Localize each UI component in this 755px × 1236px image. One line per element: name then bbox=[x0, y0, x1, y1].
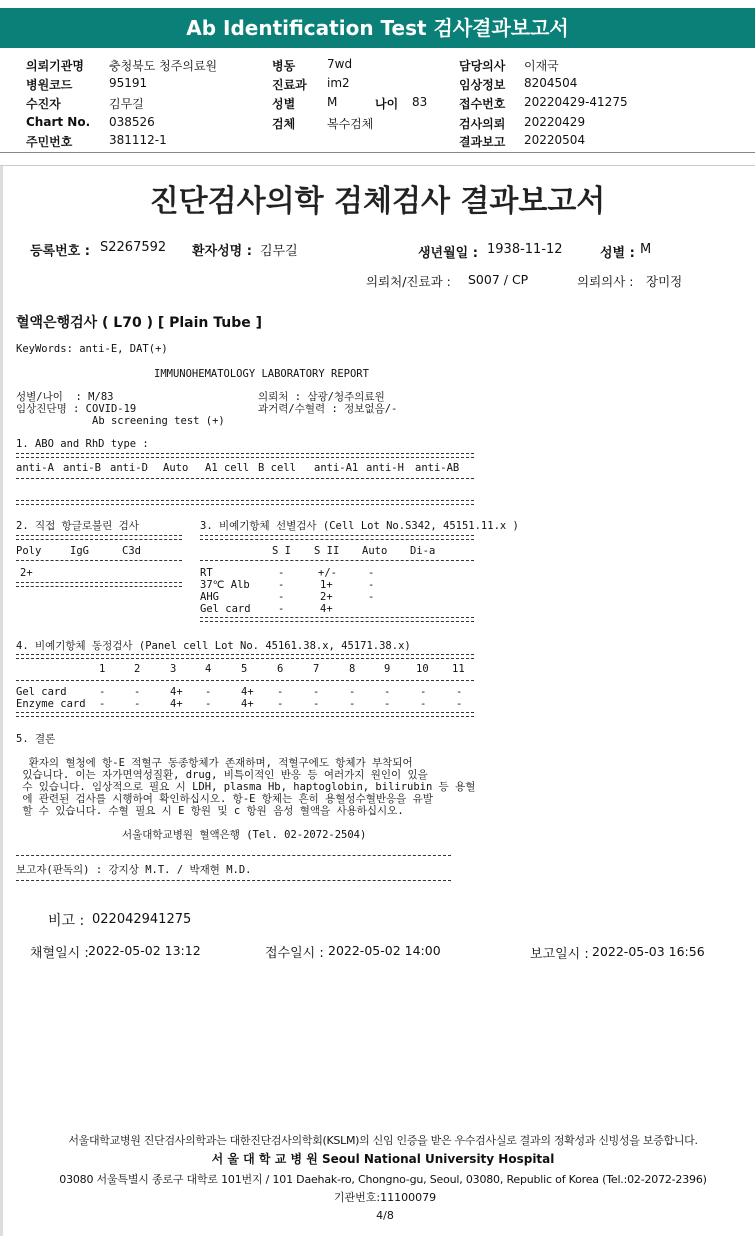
value-hospital-code: 95191 bbox=[109, 76, 148, 90]
diagnosis-2: Ab screening test (+) bbox=[92, 415, 225, 427]
screening-cell: - bbox=[368, 567, 375, 579]
label-specimen: 검체 bbox=[272, 117, 296, 131]
rule bbox=[16, 582, 182, 587]
screening-row-name: RT bbox=[200, 567, 213, 579]
conclusion-line: 에 관련된 검사를 시행하여 확인하십시오. 항-E 항체는 흔히 용혈성수혈반응을 유발 bbox=[16, 793, 433, 805]
screening-row-name: 37℃ Alb bbox=[200, 579, 250, 591]
screening-header: Di-a bbox=[410, 545, 436, 557]
label-clinical-info: 임상정보 bbox=[459, 78, 506, 92]
panel-col-header: 5 bbox=[241, 663, 248, 675]
abo-header: anti-H bbox=[366, 462, 404, 474]
screening-row-name: Gel card bbox=[200, 603, 251, 615]
screening-cell: - bbox=[278, 579, 285, 591]
screening-cell: - bbox=[368, 579, 375, 591]
abo-header: B cell bbox=[258, 462, 296, 474]
report-banner: Ab Identification Test 검사결과보고서 bbox=[0, 8, 755, 48]
value-ordering-doctor: 장미정 bbox=[646, 274, 683, 289]
section-screening-title: 3. 비예기항체 선별검사 (Cell Lot No.S342, 45151.11.x ) bbox=[200, 520, 519, 532]
label-result-report: 결과보고 bbox=[459, 135, 506, 149]
value-chart-no: 038526 bbox=[109, 115, 155, 129]
label-institution: 의뢰기관명 bbox=[26, 59, 84, 73]
divider bbox=[0, 165, 755, 166]
panel-cell: - bbox=[384, 698, 391, 710]
keywords: KeyWords: anti-E, DAT(+) bbox=[16, 343, 168, 355]
value-report-time: 2022-05-03 16:56 bbox=[592, 944, 705, 959]
value-reg-no: S2267592 bbox=[100, 240, 167, 255]
panel-col-header: 11 bbox=[452, 663, 465, 675]
screening-row-name: AHG bbox=[200, 591, 219, 603]
panel-cell: - bbox=[134, 686, 141, 698]
panel-cell: - bbox=[384, 686, 391, 698]
screening-cell: 4+ bbox=[320, 603, 333, 615]
conclusion-line: 수 있습니다. 임상적으로 필요 시 LDH, plasma Hb, haptoglobin, bilirubin 등 용혈 bbox=[16, 781, 476, 793]
label-report-time: 보고일시 : bbox=[530, 947, 589, 962]
screening-header: Auto bbox=[362, 545, 388, 557]
conclusion-line: 환자의 혈청에 항-E 적혈구 동종항체가 존재하며, 적혈구에도 항체가 부착되어 bbox=[16, 757, 413, 769]
value-institution: 충청북도 청주의료원 bbox=[109, 59, 218, 73]
label-patient-name: 환자성명 : bbox=[192, 244, 252, 259]
screening-cell: 2+ bbox=[320, 591, 333, 603]
panel-cell: 4+ bbox=[241, 698, 254, 710]
panel-cell: - bbox=[456, 686, 463, 698]
rule bbox=[16, 712, 474, 717]
abo-header: anti-A bbox=[16, 462, 54, 474]
abo-header: anti-AB bbox=[415, 462, 460, 474]
panel-col-header: 2 bbox=[134, 663, 141, 675]
panel-cell: - bbox=[99, 686, 106, 698]
rule bbox=[16, 453, 474, 458]
screening-cell: 1+ bbox=[320, 579, 333, 591]
panel-cell: 4+ bbox=[170, 686, 183, 698]
value-department: im2 bbox=[327, 76, 350, 90]
panel-cell: - bbox=[456, 698, 463, 710]
value-test-request: 20220429 bbox=[524, 115, 586, 129]
panel-col-header: 4 bbox=[205, 663, 212, 675]
rule bbox=[16, 478, 474, 480]
value-dept-report: S007 / CP bbox=[468, 272, 529, 287]
referral: 의뢰처 : 삼광/청주의료원 bbox=[258, 391, 385, 403]
panel-cell: - bbox=[313, 698, 320, 710]
section-title: 혈액은행검사 ( L70 ) [ Plain Tube ] bbox=[16, 315, 263, 331]
label-chart-no: Chart No. bbox=[26, 115, 91, 129]
screening-cell: - bbox=[278, 567, 285, 579]
label-dept-report: 의뢰처/진료과 : bbox=[366, 274, 451, 289]
panel-cell: - bbox=[349, 698, 356, 710]
abo-header: anti-A1 bbox=[314, 462, 359, 474]
address: 03080 서울특별시 종로구 대학로 101번지 / 101 Daehak-ro, Chongno-gu, Seoul, 03080, Republic of Korea (Tel.:02-2072-2396) bbox=[59, 1173, 707, 1186]
conclusion-line: 있습니다. 이는 자가면역성질환, drug, 비특이적인 반응 등 여러가지 원인이 있을 bbox=[16, 769, 428, 781]
panel-cell: - bbox=[99, 698, 106, 710]
label-receipt-time: 접수일시 : bbox=[265, 946, 324, 961]
certification: 서울대학교병원 진단검사의학과는 대한진단검사의학회(KSLM)의 신임 인증을 받은 우수검사실로 결과의 정확성과 신빙성을 보증합니다. bbox=[68, 1134, 698, 1147]
value-sex-report: M bbox=[640, 242, 652, 257]
panel-row-name: Gel card bbox=[16, 686, 67, 698]
panel-col-header: 7 bbox=[313, 663, 320, 675]
lab-title: IMMUNOHEMATOLOGY LABORATORY REPORT bbox=[154, 368, 369, 380]
rule bbox=[16, 680, 474, 682]
label-draw-time: 채혈일시 : bbox=[30, 946, 89, 961]
rule bbox=[16, 654, 474, 659]
report-title: 진단검사의학 검체검사 결과보고서 bbox=[149, 184, 606, 219]
rule bbox=[16, 560, 182, 562]
value-draw-time: 2022-05-02 13:12 bbox=[88, 943, 201, 958]
history: 과거력/수혈력 : 정보없음/- bbox=[258, 403, 398, 415]
dat-value: 2+ bbox=[20, 567, 33, 579]
section-abo-title: 1. ABO and RhD type : bbox=[16, 438, 149, 450]
hospital-name: 서 울 대 학 교 병 원 Seoul National University Hospital bbox=[211, 1152, 555, 1166]
panel-cell: - bbox=[134, 698, 141, 710]
abo-header: anti-D bbox=[110, 462, 148, 474]
label-resident-no: 주민번호 bbox=[26, 135, 73, 149]
section-panel-title: 4. 비예기항체 동정검사 (Panel cell Lot No. 45161.38.x, 45171.38.x) bbox=[16, 640, 411, 652]
panel-cell: - bbox=[420, 698, 427, 710]
label-department: 진료과 bbox=[272, 78, 307, 92]
label-ward: 병동 bbox=[272, 59, 296, 73]
page-edge bbox=[0, 166, 3, 1236]
reporter: 보고자(판독의) : 강지상 M.T. / 박재현 M.D. bbox=[16, 864, 252, 876]
rule bbox=[16, 500, 474, 505]
label-test-request: 검사의뢰 bbox=[459, 117, 506, 131]
screening-cell: - bbox=[278, 591, 285, 603]
panel-row-name: Enzyme card bbox=[16, 698, 86, 710]
panel-cell: 4+ bbox=[170, 698, 183, 710]
section-dat-title: 2. 직접 항글로불린 검사 bbox=[16, 520, 139, 532]
panel-cell: - bbox=[277, 686, 284, 698]
value-result-report: 20220504 bbox=[524, 133, 586, 147]
value-receipt-time: 2022-05-02 14:00 bbox=[328, 943, 441, 958]
screening-cell: - bbox=[278, 603, 285, 615]
conclusion-line: 할 수 있습니다. 수혈 필요 시 E 항원 및 c 항원 음성 혈액을 사용하십시오. bbox=[16, 805, 404, 817]
blood-bank: 서울대학교병원 혈액은행 (Tel. 02-2072-2504) bbox=[122, 829, 367, 841]
label-reg-no: 등록번호 : bbox=[30, 244, 90, 259]
abo-header: anti-B bbox=[63, 462, 101, 474]
label-patient: 수진자 bbox=[26, 97, 61, 111]
section-conclusion-title: 5. 결론 bbox=[16, 733, 56, 745]
value-age: 83 bbox=[412, 95, 428, 109]
panel-col-header: 1 bbox=[99, 663, 106, 675]
panel-col-header: 3 bbox=[170, 663, 177, 675]
screening-header: S I bbox=[272, 545, 291, 557]
dat-header: IgG bbox=[70, 545, 89, 557]
rule bbox=[16, 535, 182, 540]
label-receipt-no: 접수번호 bbox=[459, 97, 506, 111]
label-dob: 생년월일 : bbox=[418, 246, 478, 261]
panel-col-header: 8 bbox=[349, 663, 356, 675]
value-note: 022042941275 bbox=[92, 912, 192, 927]
divider bbox=[0, 152, 755, 153]
panel-cell: 4+ bbox=[241, 686, 254, 698]
value-dob: 1938-11-12 bbox=[487, 242, 563, 257]
rule bbox=[16, 880, 451, 882]
institution-number: 기관번호:11100079 bbox=[333, 1191, 437, 1204]
abo-header: A1 cell bbox=[205, 462, 250, 474]
rule bbox=[16, 855, 451, 857]
panel-col-header: 9 bbox=[384, 663, 391, 675]
rule bbox=[200, 535, 474, 540]
value-patient-name: 김무길 bbox=[260, 244, 298, 259]
abo-header: Auto bbox=[163, 462, 189, 474]
value-ward: 7wd bbox=[327, 57, 353, 71]
dat-header: Poly bbox=[16, 545, 42, 557]
panel-cell: - bbox=[349, 686, 356, 698]
label-hospital-code: 병원코드 bbox=[26, 78, 73, 92]
value-clinical-info: 8204504 bbox=[524, 76, 578, 90]
screening-header: S II bbox=[314, 545, 340, 557]
panel-cell: - bbox=[420, 686, 427, 698]
sex-age: 성별/나이 : M/83 bbox=[16, 391, 114, 403]
diagnosis: 임상진단명 : COVID-19 bbox=[16, 403, 137, 415]
screening-cell: +/- bbox=[318, 567, 337, 579]
value-patient: 김무길 bbox=[109, 97, 144, 111]
value-receipt-no: 20220429-41275 bbox=[524, 95, 628, 109]
label-age: 나이 bbox=[375, 97, 399, 111]
page-number: 4/8 bbox=[376, 1209, 394, 1222]
label-sex-report: 성별 : bbox=[600, 246, 635, 261]
value-doctor: 이재국 bbox=[524, 59, 559, 73]
value-resident-no: 381112-1 bbox=[109, 133, 167, 147]
label-doctor: 담당의사 bbox=[459, 59, 506, 73]
panel-col-header: 10 bbox=[416, 663, 429, 675]
rule bbox=[200, 560, 474, 562]
panel-cell: - bbox=[205, 686, 212, 698]
label-note: 비고 : bbox=[48, 913, 85, 929]
screening-cell: - bbox=[368, 591, 375, 603]
panel-col-header: 6 bbox=[277, 663, 284, 675]
rule bbox=[200, 617, 474, 622]
panel-cell: - bbox=[277, 698, 284, 710]
panel-cell: - bbox=[205, 698, 212, 710]
value-specimen: 복수검체 bbox=[327, 117, 374, 131]
panel-cell: - bbox=[313, 686, 320, 698]
label-sex: 성별 bbox=[272, 97, 296, 111]
dat-header: C3d bbox=[122, 545, 141, 557]
label-ordering-doctor: 의뢰의사 : bbox=[577, 274, 634, 289]
value-sex: M bbox=[327, 95, 338, 109]
